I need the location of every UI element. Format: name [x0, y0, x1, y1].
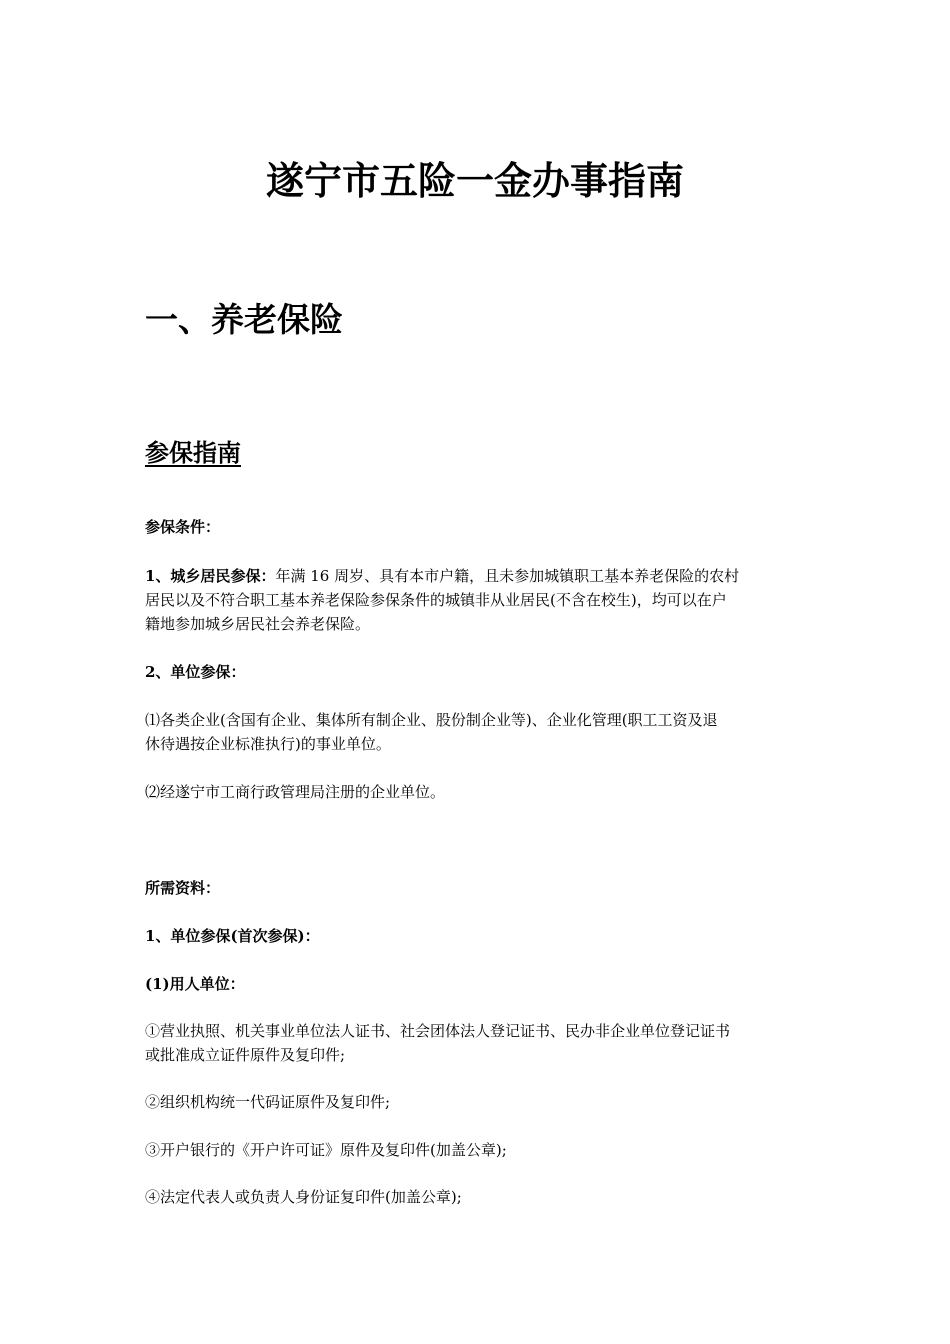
materials-list-item-2: ②组织机构统一代码证原件及复印件;	[145, 1093, 391, 1111]
condition-item-1	[145, 564, 805, 636]
materials-list-item-4: ④法定代表人或负责人身份证复印件(加盖公章);	[145, 1188, 462, 1206]
condition-item-2-sub-1-line-1: ⑴各类企业(含国有企业、集体所有制企业、股份制企业等)、企业化管理(职工工资及退	[145, 711, 718, 729]
condition-item-2-sub-2: ⑵经遂宁市工商行政管理局注册的企业单位。	[145, 783, 446, 801]
materials-list-item-3: ③开户银行的《开户许可证》原件及复印件(加盖公章);	[145, 1141, 507, 1159]
materials-item-1-label: 1、单位参保(首次参保)：	[145, 927, 320, 945]
materials-list-item-1-line-1: ①营业执照、机关事业单位法人证书、社会团体法人登记证书、民办非企业单位登记证书	[145, 1022, 731, 1040]
document-title: 遂宁市五险一金办事指南	[265, 159, 684, 203]
condition-item-2-sub-1	[145, 708, 805, 756]
subsection-heading: 参保指南	[145, 439, 241, 467]
conditions-label: 参保条件：	[145, 518, 221, 536]
condition-item-1-label: 1、城乡居民参保：	[145, 567, 276, 585]
materials-sub-1-label: (1)用人单位：	[145, 975, 245, 993]
condition-item-1-line-3: 籍地参加城乡居民社会养老保险。	[145, 615, 371, 633]
condition-item-1-text: 年满 16 周岁、具有本市户籍，且未参加城镇职工基本养老保险的农村	[275, 567, 740, 585]
condition-item-1-line-1	[145, 564, 805, 588]
materials-list-item-1-line-2: 或批准成立证件原件及复印件;	[145, 1046, 346, 1064]
condition-item-2-label: 2、单位参保：	[145, 663, 246, 681]
materials-label: 所需资料：	[145, 879, 221, 897]
condition-item-2-sub-1-line-2: 休待遇按企业标准执行)的事业单位。	[145, 735, 391, 753]
section-heading: 一、养老保险	[145, 300, 343, 339]
condition-item-1-line-2: 居民以及不符合职工基本养老保险参保条件的城镇非从业居民(不含在校生)，均可以在户	[145, 591, 727, 609]
materials-list-item-1	[145, 1019, 805, 1067]
